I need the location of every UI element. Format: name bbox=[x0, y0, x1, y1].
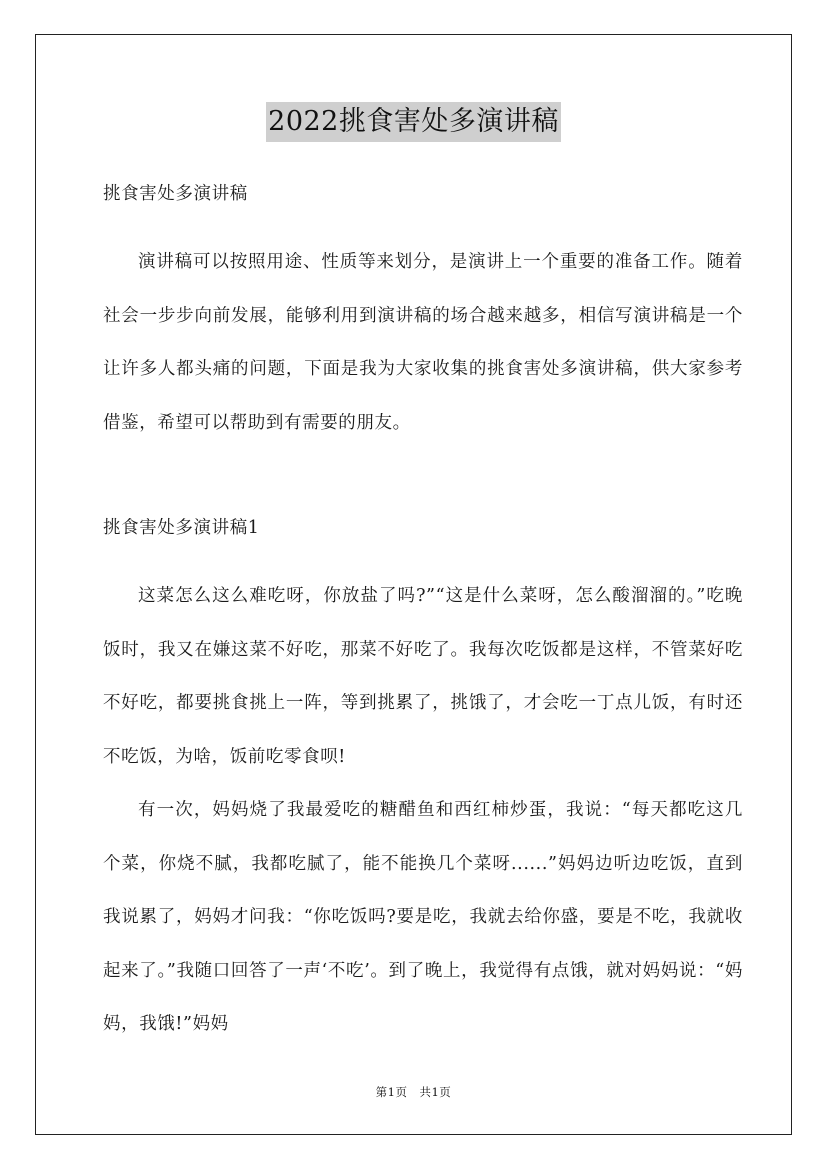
intro-paragraph: 演讲稿可以按照用途、性质等来划分，是演讲上一个重要的准备工作。随着社会一步步向前发展，能够利用到演讲稿的场合越来越多，相信写演讲稿是一个让许多人都头痛的问题，下面是我为大家收集的挑食害处多演讲稿，供大家参考借鉴，希望可以帮助到有需要的朋友。 bbox=[103, 252, 743, 433]
body-paragraph-1: 这菜怎么这么难吃呀，你放盐了吗?”“这是什么菜呀，怎么酸溜溜的。”吃晚饭时，我又在嫌这菜不好吃，那菜不好吃了。我每次吃饭都是这样，不管菜好吃不好吃，都要挑食挑上一阵，等到挑累了，挑饿了，才会吃一丁点儿饭，有时还不吃饭，为啥，饭前吃零食呗! bbox=[103, 586, 743, 767]
page-footer: 第1页 共1页 bbox=[375, 1085, 452, 1099]
document-subtitle: 挑食害处多演讲稿 bbox=[103, 184, 248, 204]
section-heading: 挑食害处多演讲稿1 bbox=[103, 518, 260, 538]
body-paragraph-2: 有一次，妈妈烧了我最爱吃的糖醋鱼和西红柿炒蛋，我说：“每天都吃这几个菜，你烧不腻，我都吃腻了，能不能换几个菜呀......”妈妈边听边吃饭，直到我说累了，妈妈才问我：“你吃饭吗?要是吃，我就去给你盛，要是不吃，我就收起来了。”我随口回答了一声‘不吃’。到了晚上，我觉得有点饿，就对妈妈说：“妈妈，我饿!”妈妈 bbox=[103, 800, 743, 1034]
spacer bbox=[103, 450, 743, 508]
spacer bbox=[103, 214, 743, 236]
spacer bbox=[103, 548, 743, 570]
document-title: 2022挑食害处多演讲稿 bbox=[266, 102, 561, 142]
title-container bbox=[0, 102, 827, 142]
document-body bbox=[103, 174, 743, 1052]
